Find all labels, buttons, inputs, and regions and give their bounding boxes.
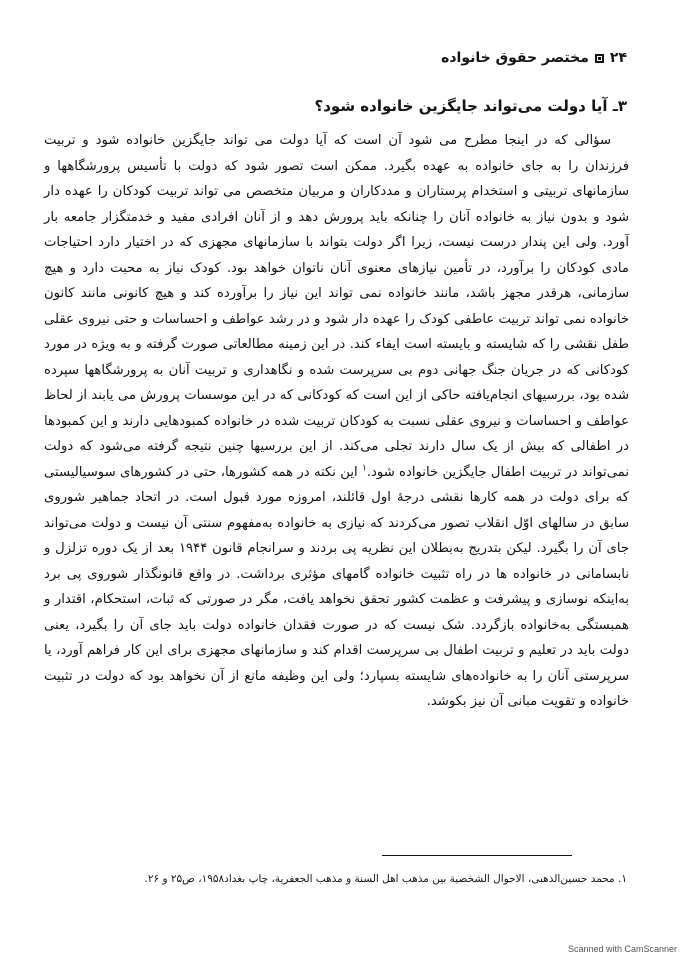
footnote: ۱. محمد حسین‌الذهبی، الاحوال الشخصیة بین مذهب اهل السنة و مذهب الجعفریة، چاپ بغداد۱۹۵۸، ص۲۵ و ۲۶. [144, 873, 627, 885]
square-bullet-icon [595, 54, 604, 63]
body-text-part-1: سؤالی که در اینجا مطرح می شود آن است که آیا دولت می تواند جایگزین خانواده شود و تربیت فرزندان را به جای خانواده به عهده بگیرد. ممکن است تصور شود که دولت با تأسیس پرورشگاهها و سازمانهای تربیتی و استخدام پرستاران و مددکاران و مربیان متخصص می تواند تربیت کودکان را عهده دار شود و بدون نیاز به خانواده آنان را چنانکه باید پرورش دهد و از آنان افرادی مفید و خدمتگزار جامعه بار آورد. ولی این پندار درست نیست، زیرا اگر دولت بتواند با سازمانهای مجهزی که در اختیار دارد احتیاجات مادی کودکان را برآورد، در تأمین نیازهای معنوی آنان ناتوان خواهد بود. کودک نیاز به محبت دارد و هیچ سازمانی، هرقدر مجهز باشد، مانند خانواده نمی تواند این نیاز را برآورده کند و هیچ کانونی مانند کانون خانواده نمی تواند تربیت عاطفی کودک را عهده دار شود و در رشد عواطف و احساسات و حتی نیروی عقلی طفل نقشی را که شایسته و بایسته است ایفاء کند. در این زمینه مطالعاتی صورت گرفته و به ویژه در مورد کودکانی که در جریان جنگ جهانی دوم بی سرپرست شده و نگاهداری و تربیت آنان به پرورشگاهها سپرده شده بود، بررسیهای انجام‌یافته حاکی از این است که کودکانی که در این موسسات پرورش می یابند از لحاظ عواطف و احساسات و نیروی عقلی نسبت به کودکان تربیت شده در خانواده کمبودهایی دارند و این کمبودها در اطفالی که بیش از یک سال دارند تجلی می‌کند. از این بررسیها چنین نتیجه گرفته می‌شود که دولت نمی‌تواند در تربیت اطفال جایگزین خانواده شود. [44, 133, 629, 480]
book-title: مختصر حقوق خانواده [441, 50, 589, 66]
footnote-divider [382, 855, 572, 856]
running-header [441, 50, 627, 66]
body-paragraph [44, 128, 629, 715]
scanner-watermark: Scanned with CamScanner [567, 944, 677, 954]
body-text-part-2: این نکته در همه کشورها، حتی در کشورهای سوسیالیستی که برای دولت در همه کارها نقشی درجهٔ اول قائلند، امروزه مورد قبول است. در اتحاد جماهیر شوروی سابق در سالهای اوّل انقلاب تصور می‌کردند که نیازی به خانواده به‌مفهوم سنتی آن نیست و دولت می‌تواند جای آن را بگیرد. لیکن بتدریج به‌بطلان این نظریه پی بردند و سرانجام قانون ۱۹۴۴ بعد از یک دوره تزلزل و نابسامانی در خانواده ها در راه تثبیت خانواده گامهای مؤثری برداشت. در واقع قانونگذار شوروی پی برد به‌اینکه نوسازی و پیشرفت و عظمت کشور تحقق نخواهد یافت، مگر در صورتی که ثبات، استحکام، اقتدار و همبستگی به‌خانواده بازگردد. شک نیست که در صورت فقدان خانواده دولت باید جای آن را بگیرد، یعنی دولت باید در تعلیم و تربیت اطفال بی سرپرست اقدام کند و سازمانهای مجهزی برای این کار فراهم آورد، یا سرپرستی آنان را به خانواده‌های شایسته بسپارد؛ ولی این وظیفه مانع از آن نخواهد بود که دولت در تثبیت خانواده و تقویت مبانی آن نیز بکوشد. [44, 464, 629, 709]
page-number: ۲۴ [609, 50, 627, 66]
footnote-reference: ۱ [361, 463, 367, 474]
section-title: ۳ـ آیا دولت می‌تواند جایگزین خانواده شود؟ [314, 97, 627, 115]
